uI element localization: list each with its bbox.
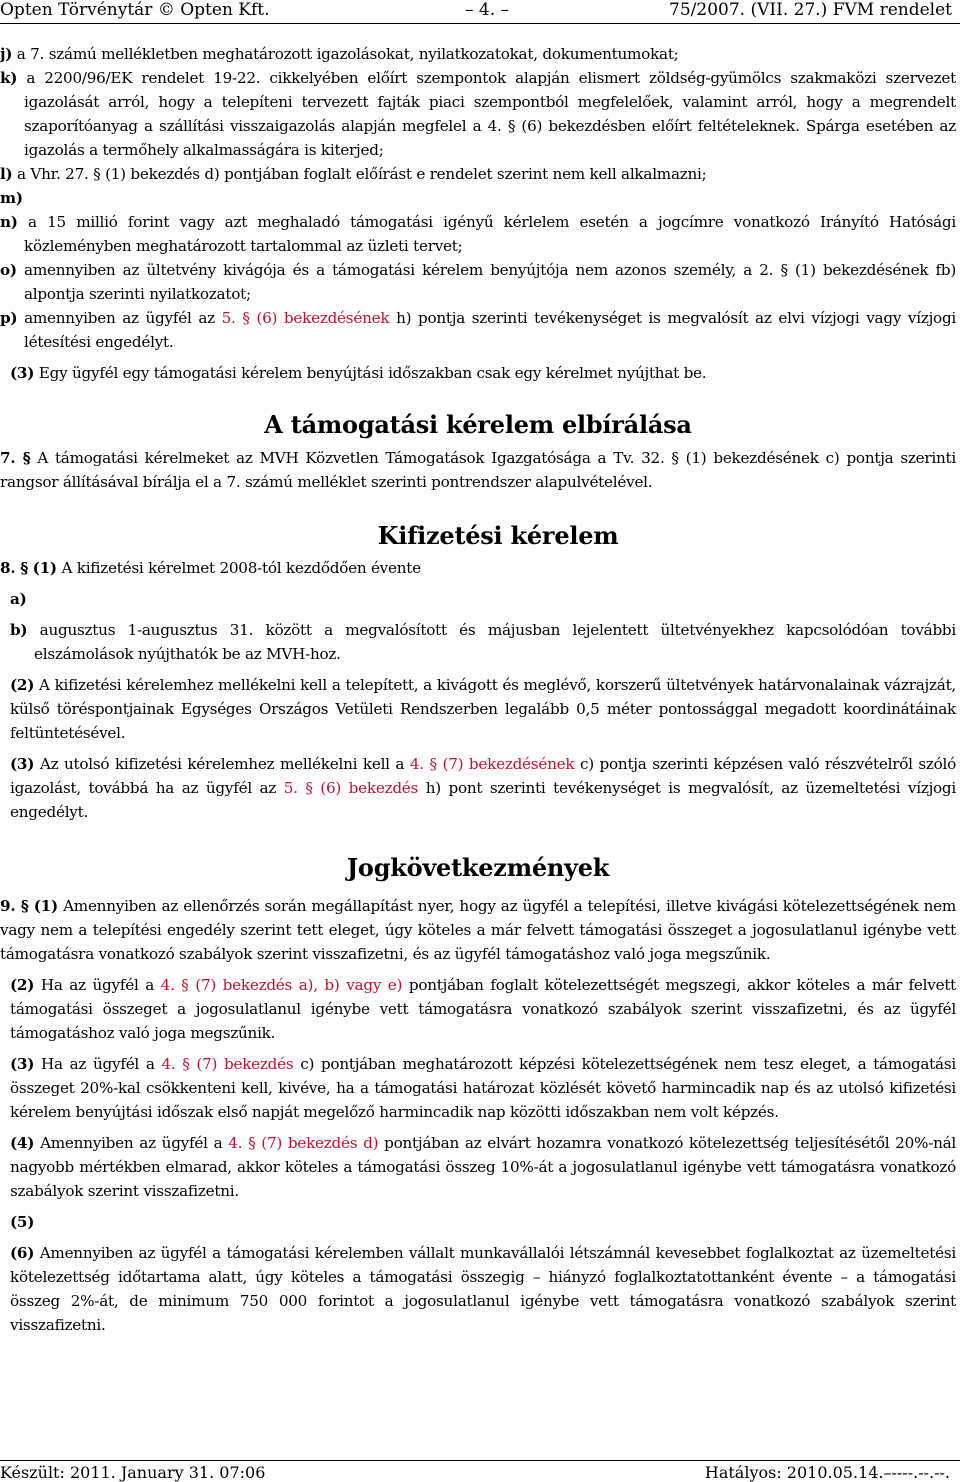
page-footer: [0, 1460, 960, 1482]
reference-link[interactable]: 4. § (7) bekezdés: [161, 1055, 294, 1073]
reference-link[interactable]: 5. § (6) bekezdésének: [221, 309, 390, 327]
header-regulation-id: 75/2007. (VII. 27.) FVM rendelet: [669, 0, 952, 20]
footer-created: Készült: 2011. January 31. 07:06: [0, 1463, 266, 1482]
item-m: m): [0, 189, 23, 207]
section-9-paragraph-3: (3) Ha az ügyfél a 4. § (7) bekezdés c) pontjában meghatározott képzési kötelezettségének nem tesz eleget, a támogatási összeget 20%-kal csökkenteni kell, kivéve, ha a támogatási határozat közlését követő harmincadik nap és az utolsó kifizetési kérelem benyújtási időszak első napját megelőző harmincadik nap közötti időszakban nem volt képzés.: [10, 1055, 956, 1121]
item-k: k) a 2200/96/EK rendelet 19-22. cikkelyében előírt szempontok alapján elismert zöldség-gyümölcs szakmaközi szervezet igazolását arról, hogy a telepíteni tervezett fajták piaci szempontból megfelelőek, valamint arról, hogy a megrendelt szaporítóanyag a szállítási visszaigazolás alapján megfelel a 4. § (6) bekezdésben előírt feltételeknek. Spárga esetében az igazolás a termőhely alkalmasságára is kiterjed;: [0, 69, 956, 159]
reference-link[interactable]: 5. § (6) bekezdés: [283, 779, 419, 797]
section-heading-consequences: Jogkövetkezmények: [346, 853, 610, 882]
section-9-paragraph-2: (2) Ha az ügyfél a 4. § (7) bekezdés a), b) vagy e) pontjában foglalt kötelezettségét megszegi, akkor köteles a már felvett támogatási összeget a jogosulatlanul igénybe vett támogatásra vonatkozó szabályok szerint visszafizetni, és az ügyfél támogatáshoz való joga megszűnik.: [10, 976, 957, 1042]
section-8-item-b: b) augusztus 1-augusztus 31. között a megvalósított és májusban lejelentett ültetvényekhez kapcsolódóan további elszámolások nyújthatók be az MVH-hoz.: [10, 621, 957, 663]
item-o: o) amennyiben az ültetvény kivágója és a támogatási kérelem benyújtója nem azonos személy, a 2. § (1) bekezdésének fb) alpontja szerinti nyilatkozatot;: [0, 261, 957, 303]
page-header: [0, 0, 960, 24]
item-n: n) a 15 millió forint vagy azt meghaladó támogatási igényű kérlelem esetén a jogcímre vonatkozó Irányító Hatósági közleményben meghatározott tartalommal az üzleti tervet;: [0, 213, 957, 255]
document-body: [0, 42, 956, 1337]
section-9-paragraph-5: (5): [10, 1213, 35, 1231]
section-7: 7. § A támogatási kérelmeket az MVH Közvetlen Támogatások Igazgatósága a Tv. 32. § (1) bekezdésének c) pontja szerinti rangsor állításával bírálja el a 7. számú melléklet szerinti pontrendszer alapulvételével.: [0, 449, 957, 491]
item-j: j) a 7. számú mellékletben meghatározott igazolásokat, nyilatkozatokat, dokumentumokat;: [0, 45, 679, 63]
header-page-number: – 4. –: [465, 0, 510, 20]
reference-link[interactable]: 4. § (7) bekezdés a), b) vagy e): [160, 976, 403, 994]
paragraph-3: (3) Egy ügyfél egy támogatási kérelem benyújtási időszakban csak egy kérelmet nyújthat be.: [10, 364, 707, 382]
section-heading-payment: Kifizetési kérelem: [377, 521, 619, 550]
section-8-paragraph-1: 8. § (1) A kifizetési kérelmet 2008-tól kezdődően évente: [0, 559, 421, 577]
section-8-paragraph-2: (2) A kifizetési kérelemhez mellékelni kell a telepített, a kivágott és meglévő, korszerű ültetvények határvonalainak vázrajzát, külső töréspontjainak Egységes Országos Vetületi Rendszerben legalább 0,5 méter pontossággal megadott koordinátáinak feltüntetésével.: [10, 676, 957, 742]
footer-effective: Hatályos: 2010.05.14.–----.--.--.: [704, 1463, 950, 1482]
section-8-item-a: a): [10, 590, 27, 608]
section-heading-evaluation: A támogatási kérelem elbírálása: [264, 410, 692, 439]
section-9-paragraph-1: 9. § (1) Amennyiben az ellenőrzés során megállapítást nyer, hogy az ügyfél a telepítési, illetve kivágási kötelezettségének nem vagy nem a telepítési engedély szerint tett eleget, úgy köteles a már felvett támogatási összeget a jogosulatlanul igénybe vett támogatásra vonatkozó szabályok szerint visszafizetni, és az ügyfél támogatáshoz való joga megszűnik.: [0, 897, 957, 963]
header-publisher: Opten Törvénytár © Opten Kft.: [0, 0, 270, 20]
item-l: l) a Vhr. 27. § (1) bekezdés d) pontjában foglalt előírást e rendelet szerint nem kell alkalmazni;: [0, 165, 707, 183]
reference-link[interactable]: 4. § (7) bekezdésének: [409, 755, 575, 773]
section-9-paragraph-6: (6) Amennyiben az ügyfél a támogatási kérelemben vállalt munkavállalói létszámnál kevesebbet foglalkoztat az üzemeltetési kötelezettség időtartama alatt, úgy köteles a támogatási összegig – hiányzó foglalkoztatottanként évente – a támogatási összeg 2%-át, de minimum 750 000 forintot a jogosulatlanul igénybe vett támogatásra vonatkozó szabályok szerint visszafizetni.: [10, 1244, 956, 1334]
item-p: p) amennyiben az ügyfél az 5. § (6) bekezdésének h) pontja szerinti tevékenységet is megvalósít az elvi vízjogi vagy vízjogi létesítési engedélyt.: [0, 309, 957, 351]
reference-link[interactable]: 4. § (7) bekezdés d): [228, 1134, 379, 1152]
section-9-paragraph-4: (4) Amennyiben az ügyfél a 4. § (7) bekezdés d) pontjában az elvárt hozamra vonatkozó kötelezettség teljesítésétől 20%-nál nagyobb mértékben elmarad, akkor köteles a támogatási összeg 10%-át a jogosulatlanul igénybe vett támogatásra vonatkozó szabályok szerint visszafizetni.: [10, 1134, 957, 1200]
section-8-paragraph-3: (3) Az utolsó kifizetési kérelemhez mellékelni kell a 4. § (7) bekezdésének c) pontja szerinti képzésen való részvételről szóló igazolást, továbbá ha az ügyfél az 5. § (6) bekezdés h) pont szerinti tevékenységet is megvalósít, az üzemeltetési vízjogi engedélyt.: [10, 755, 957, 821]
